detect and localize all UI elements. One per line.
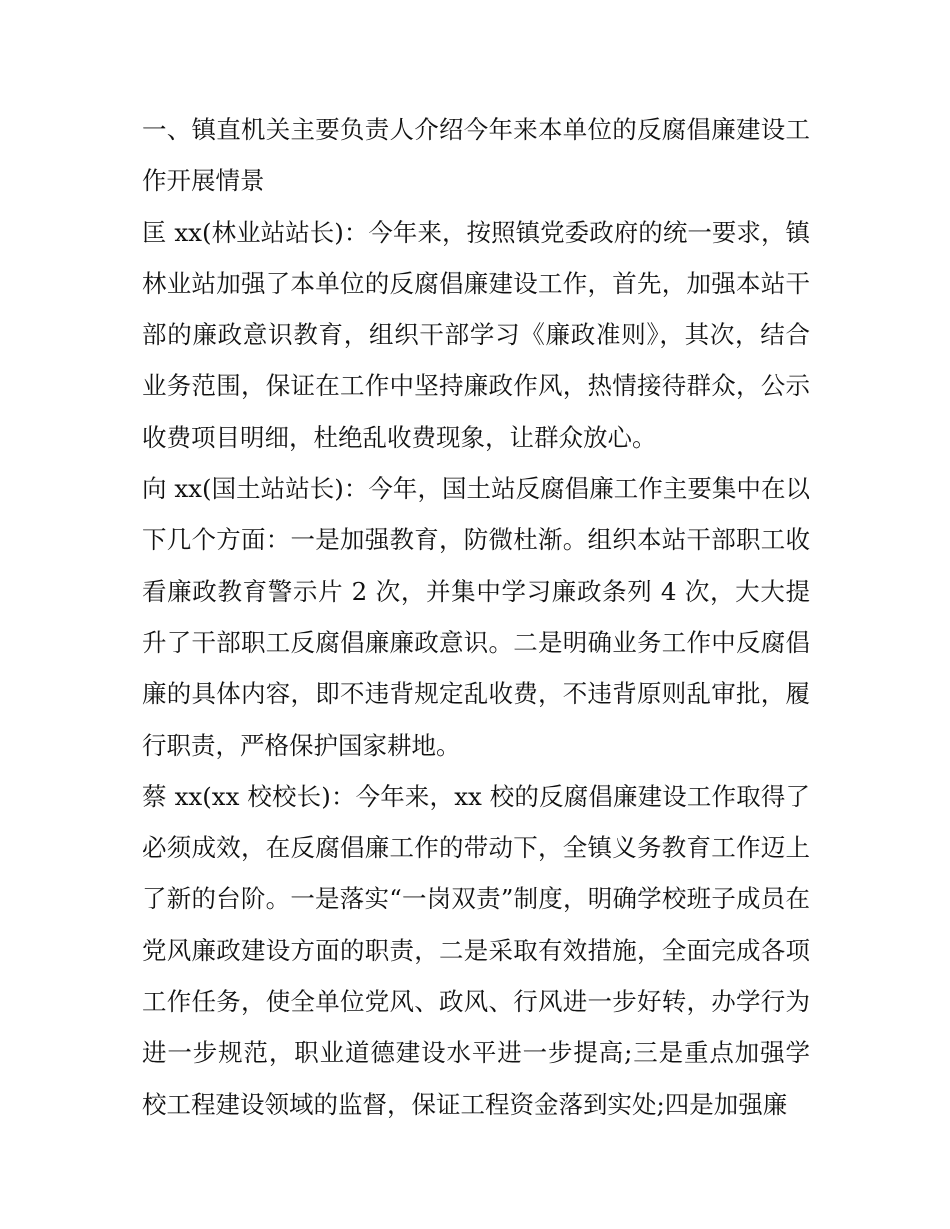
- section-heading: 一、镇直机关主要负责人介绍今年来本单位的反腐倡廉建设工作开展情景: [142, 115, 810, 196]
- paragraph-forestry-station: 匡 xx(林业站站长)：今年来，按照镇党委政府的统一要求，镇林业站加强了本单位的反腐倡廉建设工作，首先，加强本站干部的廉政意识教育，组织干部学习《廉政准则》，其次，结合业务范围，保证在工作中坚持廉政作风，热情接待群众，公示收费项目明细，杜绝乱收费现象，让群众放心。: [142, 217, 810, 452]
- paragraph-school: 蔡 xx(xx 校校长)：今年来，xx 校的反腐倡廉建设工作取得了必须成效，在反腐倡廉工作的带动下，全镇义务教育工作迈上了新的台阶。一是落实“一岗双责”制度，明确学校班子成员在党风廉政建设方面的职责，二是采取有效措施，全面完成各项工作任务，使全单位党风、政风、行风进一步好转，办学行为进一步规范，职业道德建设水平进一步提高;三是重点加强学校工程建设领域的监督，保证工程资金落到实处;四是加强廉: [142, 781, 810, 1119]
- document-body: [142, 104, 810, 1130]
- paragraph-land-station: 向 xx(国土站站长)：今年，国土站反腐倡廉工作主要集中在以下几个方面：一是加强教育，防微杜渐。组织本站干部职工收看廉政教育警示片 2 次，并集中学习廉政条列 4 次，大大提升了干部职工反腐倡廉廉政意识。二是明确业务工作中反腐倡廉的具体内容，即不违背规定乱收费，不违背原则乱审批，履行职责，严格保护国家耕地。: [142, 474, 810, 760]
